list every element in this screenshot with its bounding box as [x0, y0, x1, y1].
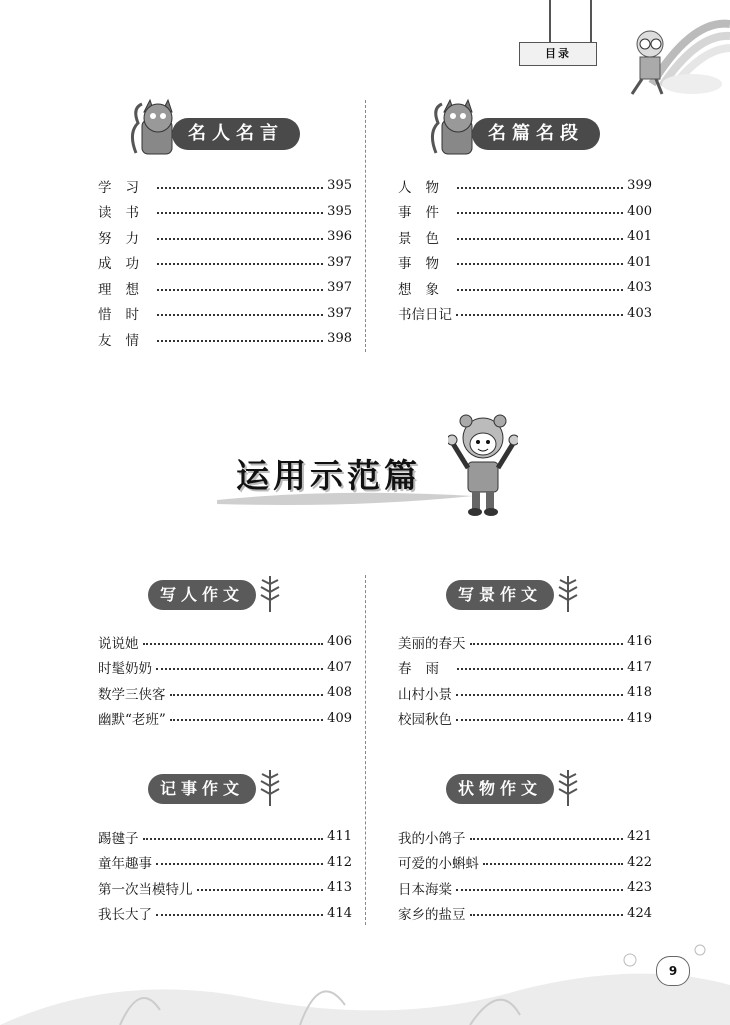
entry-title: 成功 — [98, 256, 153, 273]
entry-page: 412 — [327, 854, 352, 870]
banner-title: 运用示范篇 — [236, 456, 421, 495]
entry-title: 我的小鸽子 — [398, 830, 466, 847]
page-number: 9 — [656, 956, 690, 986]
entry-page: 401 — [627, 229, 652, 245]
toc-entry[interactable] — [398, 173, 652, 199]
entry-title: 事物 — [398, 256, 453, 273]
entry-title: 努力 — [98, 230, 153, 247]
toc-header-sign: 目录 — [519, 42, 597, 66]
toc-entry[interactable] — [98, 655, 352, 681]
toc-entry[interactable] — [98, 199, 352, 225]
entry-page: 400 — [627, 203, 652, 219]
entry-page: 395 — [327, 203, 352, 219]
entry-page: 397 — [327, 280, 352, 296]
leader-dots — [470, 838, 624, 840]
toc-list-famous-passages — [398, 173, 652, 326]
leader-dots — [143, 838, 324, 840]
entry-title: 踢毽子 — [98, 830, 139, 847]
toc-entry[interactable] — [398, 301, 652, 327]
toc-entry[interactable] — [98, 173, 352, 199]
entry-page: 407 — [327, 659, 352, 675]
entry-page: 419 — [627, 710, 652, 726]
toc-entry[interactable] — [98, 824, 352, 850]
leaf-branch-icon — [556, 574, 580, 614]
entry-page: 397 — [327, 305, 352, 321]
toc-entry[interactable] — [98, 326, 352, 352]
leader-dots — [157, 238, 323, 240]
leader-dots — [157, 187, 323, 189]
entry-title: 读书 — [98, 205, 153, 222]
leader-dots — [157, 212, 323, 214]
section-title-writing-objects: 状物作文 — [446, 774, 554, 804]
leader-dots — [143, 643, 324, 645]
leader-dots — [457, 668, 623, 670]
leader-dots — [456, 889, 623, 891]
entry-page: 422 — [627, 854, 652, 870]
cat-icon — [428, 98, 478, 158]
entry-page: 414 — [327, 905, 352, 921]
entry-page: 424 — [627, 905, 652, 921]
entry-title: 我长大了 — [98, 907, 152, 924]
leader-dots — [170, 694, 324, 696]
entry-page: 416 — [627, 634, 652, 650]
toc-entry[interactable] — [98, 850, 352, 876]
toc-entry[interactable] — [98, 875, 352, 901]
leader-dots — [156, 863, 323, 865]
section-title-writing-people: 写人作文 — [148, 580, 256, 610]
leader-dots — [470, 643, 624, 645]
leader-dots — [470, 914, 624, 916]
leader-dots — [457, 289, 623, 291]
column-divider-bottom — [365, 575, 366, 925]
toc-entry[interactable] — [398, 824, 652, 850]
toc-entry[interactable] — [98, 224, 352, 250]
entry-title: 景色 — [398, 230, 453, 247]
leader-dots — [197, 889, 324, 891]
entry-title: 友情 — [98, 332, 153, 349]
toc-entry[interactable] — [98, 901, 352, 927]
entry-page: 398 — [327, 331, 352, 347]
leaf-branch-icon — [258, 768, 282, 808]
entry-page: 418 — [627, 685, 652, 701]
entry-page: 406 — [327, 634, 352, 650]
column-divider-top — [365, 100, 366, 352]
entry-title: 想象 — [398, 281, 453, 298]
entry-page: 408 — [327, 685, 352, 701]
entry-page: 403 — [627, 305, 652, 321]
leader-dots — [456, 719, 623, 721]
toc-entry[interactable] — [398, 629, 652, 655]
toc-list-writing-people — [98, 629, 352, 731]
entry-page: 409 — [327, 710, 352, 726]
toc-entry[interactable] — [398, 250, 652, 276]
entry-page: 421 — [627, 829, 652, 845]
section-title-writing-events: 记事作文 — [148, 774, 256, 804]
entry-title: 春雨 — [398, 661, 453, 678]
entry-title: 幽默“老班” — [98, 712, 166, 729]
entry-page: 397 — [327, 254, 352, 270]
entry-title: 美丽的春天 — [398, 635, 466, 652]
toc-list-famous-quotes — [98, 173, 352, 352]
toc-entry[interactable] — [98, 275, 352, 301]
entry-title: 学习 — [98, 179, 153, 196]
entry-title: 校园秋色 — [398, 712, 452, 729]
sign-string-right — [590, 0, 592, 44]
toc-entry[interactable] — [398, 706, 652, 732]
entry-title: 书信日记 — [398, 307, 452, 324]
toc-entry[interactable] — [98, 629, 352, 655]
leader-dots — [156, 914, 323, 916]
leader-dots — [156, 668, 323, 670]
entry-page: 396 — [327, 229, 352, 245]
toc-entry[interactable] — [98, 250, 352, 276]
entry-title: 童年趣事 — [98, 856, 152, 873]
leader-dots — [157, 263, 323, 265]
entry-page: 399 — [627, 178, 652, 194]
leader-dots — [157, 340, 323, 342]
entry-title: 山村小景 — [398, 686, 452, 703]
entry-title: 时髦奶奶 — [98, 661, 152, 678]
entry-page: 413 — [327, 880, 352, 896]
sign-string-left — [549, 0, 551, 44]
entry-page: 401 — [627, 254, 652, 270]
leader-dots — [157, 289, 323, 291]
entry-page: 417 — [627, 659, 652, 675]
toc-entry[interactable] — [398, 224, 652, 250]
toc-list-writing-scenery — [398, 629, 652, 731]
entry-title: 日本海棠 — [398, 881, 452, 898]
leaf-branch-icon — [258, 574, 282, 614]
rainbow-reader-illustration — [612, 14, 730, 98]
toc-entry[interactable] — [98, 680, 352, 706]
toc-entry[interactable] — [398, 850, 652, 876]
toc-entry[interactable] — [398, 680, 652, 706]
leader-dots — [457, 187, 623, 189]
entry-title: 数学三侠客 — [98, 686, 166, 703]
entry-title: 可爱的小蝌蚪 — [398, 856, 479, 873]
toc-entry[interactable] — [398, 275, 652, 301]
entry-title: 说说她 — [98, 635, 139, 652]
toc-list-writing-objects — [398, 824, 652, 926]
section-title-famous-passages: 名篇名段 — [472, 118, 600, 150]
entry-title: 惜时 — [98, 307, 153, 324]
toc-entry[interactable] — [398, 655, 652, 681]
leader-dots — [170, 719, 323, 721]
entry-title: 事件 — [398, 205, 453, 222]
entry-title: 第一次当模特儿 — [98, 881, 193, 898]
leader-dots — [483, 863, 623, 865]
entry-title: 理想 — [98, 281, 153, 298]
entry-title: 家乡的盐豆 — [398, 907, 466, 924]
toc-entry[interactable] — [398, 199, 652, 225]
toc-list-writing-events — [98, 824, 352, 926]
leader-dots — [157, 314, 323, 316]
leader-dots — [456, 314, 623, 316]
toc-entry[interactable] — [98, 301, 352, 327]
section-title-famous-quotes: 名人名言 — [172, 118, 300, 150]
toc-entry[interactable] — [398, 875, 652, 901]
entry-page: 395 — [327, 178, 352, 194]
leader-dots — [457, 238, 623, 240]
cat-icon — [128, 98, 178, 158]
entry-page: 423 — [627, 880, 652, 896]
footer-decoration — [0, 930, 730, 1025]
leader-dots — [457, 212, 623, 214]
leader-dots — [457, 263, 623, 265]
toc-entry[interactable] — [98, 706, 352, 732]
entry-title: 人物 — [398, 179, 453, 196]
leader-dots — [456, 694, 623, 696]
entry-page: 411 — [327, 829, 352, 845]
leaf-branch-icon — [556, 768, 580, 808]
toc-entry[interactable] — [398, 901, 652, 927]
section-title-writing-scenery: 写景作文 — [446, 580, 554, 610]
kid-mascot-illustration — [448, 412, 518, 520]
entry-page: 403 — [627, 280, 652, 296]
